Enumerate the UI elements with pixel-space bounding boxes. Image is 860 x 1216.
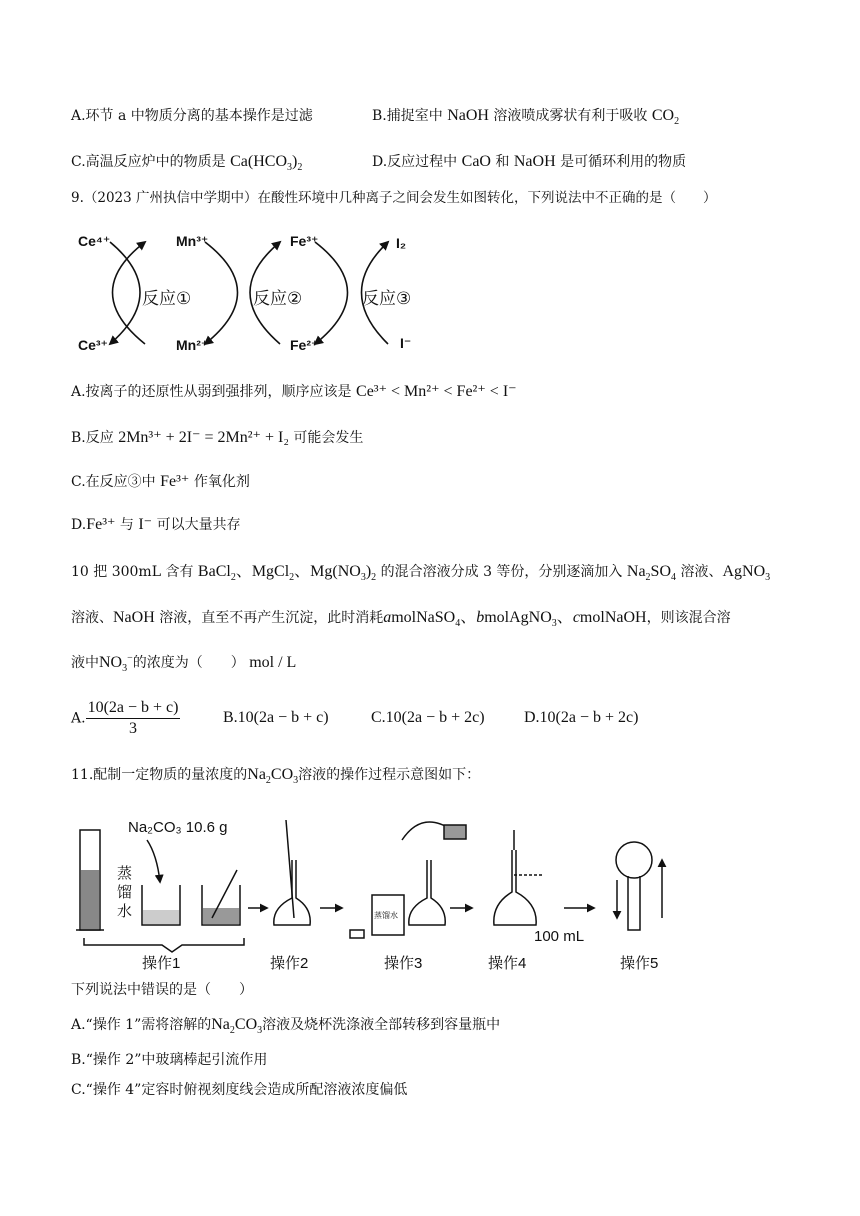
q8-option-d-prefix: D.反应过程中 — [372, 154, 458, 170]
q9-option-a-prefix: A.按离子的还原性从弱到强排列，顺序应该是 — [71, 384, 352, 400]
ion-i2: I₂ — [396, 235, 407, 251]
ion-fe2: Fe²⁺ — [290, 337, 319, 353]
q9-option-d-suffix: 可以大量共存 — [156, 517, 241, 533]
q10-option-c[interactable]: C.10(2a − b + 2c) — [371, 709, 485, 726]
q8-option-d-cao: CaO — [461, 153, 491, 170]
q9-option-b-prefix: B.反应 — [71, 430, 114, 446]
q8-option-a[interactable] — [71, 106, 313, 126]
op5-label: 操作5 — [620, 955, 659, 972]
q9-option-d[interactable] — [71, 515, 241, 535]
flask-stopper — [350, 930, 364, 938]
bottle-label: 蒸馏水 — [374, 911, 398, 920]
reaction-3-label: 反应③ — [362, 289, 412, 309]
q11-option-c[interactable]: C.“操作 4”定容时俯视刻度线会造成所配溶液浓度偏低 — [71, 1082, 408, 1098]
q9-option-d-prefix: D. — [71, 517, 87, 533]
q11-option-b[interactable]: B.“操作 2”中玻璃棒起引流作用 — [71, 1052, 268, 1068]
ion-ce3: Ce³⁺ — [78, 337, 108, 353]
q11-prompt: 下列说法中错误的是（ ） — [71, 982, 253, 998]
q9-option-d-mid: 与 — [119, 517, 134, 533]
q9-option-b-expr: 2Mn³⁺ + 2I⁻ = 2Mn²⁺ + I₂ — [118, 429, 289, 446]
q9-option-c-ion: Fe³⁺ — [160, 473, 190, 490]
ion-mn3: Mn³⁺ — [176, 233, 209, 249]
q8-option-d[interactable] — [372, 152, 686, 172]
q9-option-c[interactable] — [71, 472, 250, 492]
q10-stem-line3: 液中$NO_3^-$的浓度为（ ） mol / L — [71, 652, 297, 675]
q9-option-b[interactable] — [71, 428, 363, 448]
q8-option-c-prefix: C.高温反应炉中的物质是 — [71, 154, 226, 170]
distilled-water-2: 馏 — [117, 884, 133, 901]
op3-label: 操作3 — [384, 955, 423, 972]
ion-ce4: Ce⁴⁺ — [78, 233, 111, 249]
flask-op3 — [409, 860, 445, 925]
q8-option-c[interactable] — [71, 152, 302, 172]
q8-option-d-naoh: NaOH — [513, 153, 556, 170]
q8-option-d-and: 和 — [495, 154, 510, 170]
ion-fe3: Fe³⁺ — [290, 233, 319, 249]
q9-option-b-suffix: 可能会发生 — [293, 430, 364, 446]
q8-option-b-prefix: B.捕捉室中 — [372, 108, 443, 124]
q8-option-b-co2: $CO_2$ — [651, 107, 680, 128]
q8-option-b-naoh: NaOH — [447, 107, 489, 124]
q10-reagent-1: $Na_2SO_4$ — [626, 563, 676, 584]
flask-op4 — [494, 850, 536, 925]
op2-label: 操作2 — [270, 955, 309, 972]
q11-stem: 11.配制一定物质的量浓度的$Na_2CO_3$溶液的操作过程示意图如下： — [71, 766, 481, 787]
op1-label: 操作1 — [142, 955, 181, 972]
q9-option-a[interactable] — [71, 382, 517, 402]
q10-option-a[interactable]: A. $\frac{10(2a - b + c)}{3}$ — [71, 699, 179, 737]
q9-option-c-suffix: 作氧化剂 — [193, 474, 250, 490]
q9-option-d-ion1: Fe³⁺ — [86, 516, 116, 533]
q10-salts: BaCl$_2$、MgCl$_2$、$Mg(NO_3)_2$ — [197, 563, 377, 584]
arc-mn-right — [205, 242, 238, 344]
q11-procedure-diagram — [72, 800, 712, 978]
arc-fe-right — [315, 242, 348, 344]
q8-option-a-text: A.环节 a 中物质分离的基本操作是过滤 — [71, 108, 313, 124]
distilled-water-1: 蒸 — [117, 865, 133, 882]
op4-label: 操作4 — [488, 955, 527, 972]
q10-stem-line1: 10 把 300mL 含有 BaCl$_2$、MgCl$_2$、$Mg(NO_3)_2$ 的混合溶液分成 3 等份，分别逐滴加入 $Na_2SO_4$ 溶液、AgNO$_3$ — [71, 563, 771, 584]
arc-ce-left — [110, 242, 140, 344]
reaction-1-label: 反应① — [142, 289, 192, 309]
q9-option-a-expr: Ce³⁺ < Mn²⁺ < Fe²⁺ < I⁻ — [356, 383, 517, 400]
q9-stem: 9.（2023 广州执信中学期中）在酸性环境中几种离子之间会发生如图转化，下列说法中不正确的是（ ） — [71, 190, 717, 206]
ion-mn2: Mn²⁺ — [176, 337, 209, 353]
reaction-2-label: 反应② — [253, 289, 303, 309]
q11-option-a[interactable]: A.“操作 1”需将溶解的$Na_2CO_3$溶液及烧杯洗涤液全部转移到容量瓶中 — [71, 1016, 501, 1037]
q9-option-d-ion2: I⁻ — [138, 516, 153, 533]
q10-unit: mol / L — [249, 654, 297, 671]
flask-op5 — [616, 842, 652, 878]
q8-option-d-suffix: 是可循环利用的物质 — [560, 154, 687, 170]
q10-option-b[interactable]: B.10(2a − b + c) — [223, 709, 329, 726]
reagent-label: Na₂CO₃ 10.6 g — [128, 819, 228, 836]
q8-option-c-formula: $Ca(HCO_3)_2$ — [230, 153, 303, 174]
q10-stem-line2: 溶液、NaOH 溶液，直至不再产生沉淀，此时消耗amolNaSO$_4$、bmolAgNO$_3$、cmolNaOH，则该混合溶 — [71, 609, 731, 630]
q10-consumption: amolNaSO$_4$、bmolAgNO$_3$、cmolNaOH — [383, 609, 647, 630]
distilled-water-3: 水 — [117, 903, 133, 920]
q8-option-b[interactable] — [372, 106, 679, 126]
q10-option-d[interactable]: D.10(2a − b + 2c) — [524, 709, 639, 726]
q10-option-a-fraction: $\frac{10(2a - b + c)}{3}$ — [87, 699, 179, 737]
flask-volume-label: 100 mL — [534, 928, 585, 945]
q8-option-b-mid: 溶液喷成雾状有利于吸收 — [493, 108, 648, 124]
q9-ion-diagram — [70, 222, 430, 362]
ion-i-minus: I⁻ — [400, 335, 412, 351]
q10-reagent-2: AgNO$_3$ — [722, 563, 771, 584]
q9-option-c-prefix: C.在反应③中 — [71, 474, 156, 490]
